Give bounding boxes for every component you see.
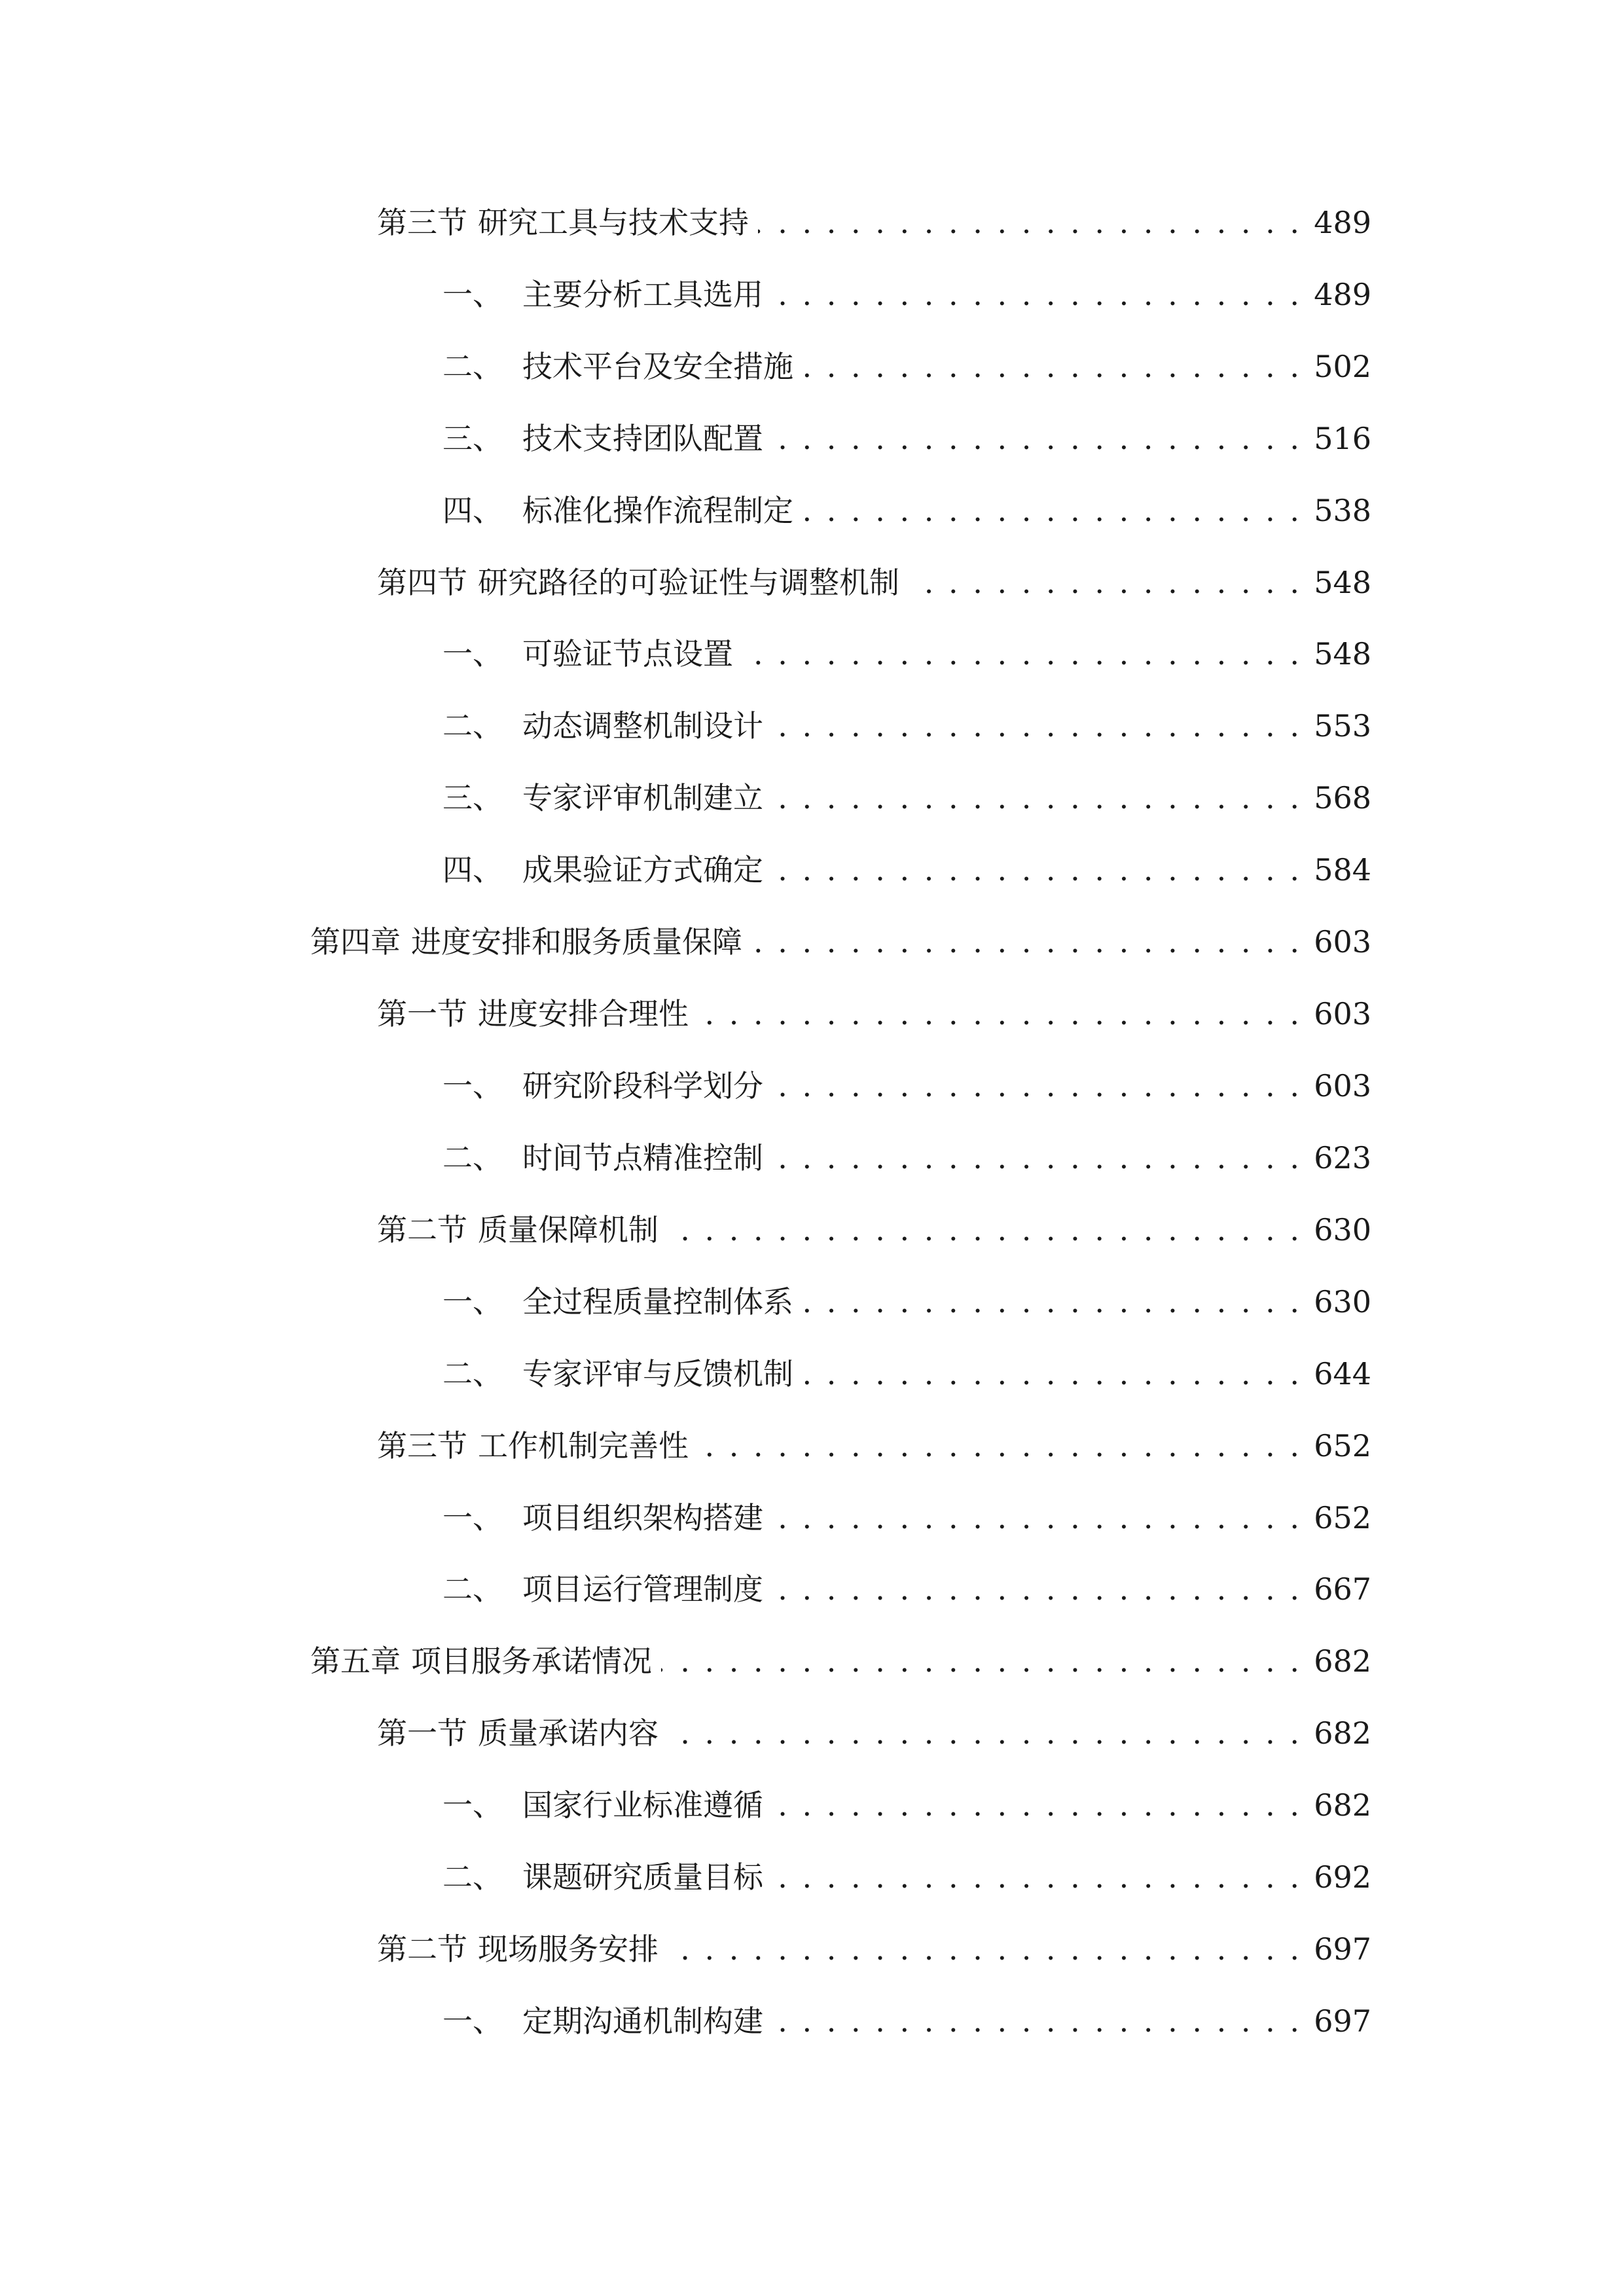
- dot-leader: [698, 994, 1302, 1033]
- toc-entry-label: 第三节: [377, 205, 467, 240]
- toc-entry[interactable]: [442, 1988, 1371, 2041]
- dot-leader: [772, 419, 1302, 458]
- toc-entry-label: 四、: [442, 493, 503, 528]
- toc-entry-label: 二、: [442, 1140, 503, 1175]
- toc-entry[interactable]: [377, 190, 1371, 242]
- dot-leader: [772, 2001, 1302, 2041]
- toc-entry-title: 研究阶段科学划分: [522, 1068, 763, 1103]
- toc-entry-page: 644: [1314, 1356, 1371, 1391]
- toc-entry-label: 第二节: [377, 1212, 467, 1247]
- toc-entry-page: 652: [1314, 1500, 1371, 1535]
- toc-entry-title: 现场服务安排: [478, 1931, 659, 1967]
- toc-entry-label: 一、: [442, 1500, 503, 1535]
- toc-entry[interactable]: [442, 478, 1371, 530]
- toc-entry-page: 502: [1314, 349, 1371, 384]
- toc-entry-label: 二、: [442, 1571, 503, 1607]
- toc-entry-page: 548: [1314, 636, 1371, 672]
- toc-entry-title: 工作机制完善性: [478, 1428, 689, 1463]
- toc-entry-page: 630: [1314, 1284, 1371, 1319]
- toc-entry-title: 全过程质量控制体系: [522, 1284, 793, 1319]
- toc-entry-title: 专家评审机制建立: [522, 780, 763, 816]
- toc-entry[interactable]: [442, 837, 1371, 889]
- toc-entry-label: 三、: [442, 421, 503, 456]
- toc-entry[interactable]: [377, 1700, 1371, 1753]
- toc-entry[interactable]: [442, 1772, 1371, 1825]
- toc-entry-title: 项目组织架构搭建: [522, 1500, 763, 1535]
- toc-entry[interactable]: [377, 981, 1371, 1033]
- dot-leader: [772, 1138, 1302, 1177]
- toc-entry-label: 一、: [442, 1068, 503, 1103]
- dot-leader: [772, 1785, 1302, 1825]
- dot-leader: [803, 1354, 1302, 1393]
- toc-entry-title: 标准化操作流程制定: [522, 493, 793, 528]
- toc-entry-page: 692: [1314, 1859, 1371, 1895]
- toc-entry-label: 三、: [442, 780, 503, 816]
- toc-entry-page: 623: [1314, 1140, 1371, 1175]
- toc-entry[interactable]: [442, 1485, 1371, 1537]
- toc-entry-title: 技术支持团队配置: [522, 421, 763, 456]
- dot-leader: [803, 1282, 1302, 1321]
- dot-leader: [772, 1857, 1302, 1897]
- toc-entry-label: 二、: [442, 708, 503, 744]
- toc-entry-label: 第一节: [377, 996, 467, 1031]
- toc-entry-page: 516: [1314, 421, 1371, 456]
- dot-leader: [698, 1426, 1302, 1465]
- dot-leader: [909, 563, 1302, 602]
- toc-entry-page: 603: [1314, 1068, 1371, 1103]
- toc-entry[interactable]: [310, 1628, 1371, 1681]
- toc-entry-title: 可验证节点设置: [522, 636, 733, 672]
- dot-leader: [668, 1713, 1302, 1753]
- toc-entry-label: 二、: [442, 349, 503, 384]
- toc-entry-page: 568: [1314, 780, 1371, 816]
- toc-entry[interactable]: [442, 334, 1371, 386]
- toc-entry-label: 第四节: [377, 565, 467, 600]
- toc-entry[interactable]: [442, 1269, 1371, 1321]
- toc-entry-label: 一、: [442, 277, 503, 312]
- dot-leader: [742, 634, 1302, 673]
- toc-entry-page: 489: [1314, 205, 1371, 240]
- toc-entry-label: 一、: [442, 1284, 503, 1319]
- toc-entry-page: 682: [1314, 1787, 1371, 1823]
- toc-entry[interactable]: [442, 621, 1371, 673]
- toc-entry-page: 697: [1314, 1931, 1371, 1967]
- toc-entry-title: 动态调整机制设计: [522, 708, 763, 744]
- toc-entry-label: 第一节: [377, 1715, 467, 1751]
- toc-entry-page: 538: [1314, 493, 1371, 528]
- toc-entry[interactable]: [442, 1053, 1371, 1105]
- toc-entry-title: 项目服务承诺情况: [411, 1643, 652, 1679]
- toc-entry-page: 697: [1314, 2003, 1371, 2039]
- toc-entry[interactable]: [442, 765, 1371, 817]
- toc-entry-title: 项目运行管理制度: [522, 1571, 763, 1607]
- toc-entry-page: 682: [1314, 1715, 1371, 1751]
- toc-entry[interactable]: [377, 1916, 1371, 1969]
- toc-entry-page: 603: [1314, 996, 1371, 1031]
- toc-entry-page: 603: [1314, 924, 1371, 960]
- dot-leader: [661, 1641, 1302, 1681]
- toc-entry[interactable]: [377, 1197, 1371, 1249]
- toc-entry-title: 定期沟通机制构建: [522, 2003, 763, 2039]
- toc-entry-label: 第四章: [310, 924, 401, 960]
- toc-entry[interactable]: [442, 1556, 1371, 1609]
- toc-entry-label: 一、: [442, 636, 503, 672]
- toc-entry-title: 主要分析工具选用: [522, 277, 763, 312]
- toc-entry-label: 第五章: [310, 1643, 401, 1679]
- toc-entry-title: 进度安排和服务质量保障: [411, 924, 742, 960]
- dot-leader: [772, 1570, 1302, 1609]
- toc-entry-title: 课题研究质量目标: [522, 1859, 763, 1895]
- toc-entry[interactable]: [377, 1413, 1371, 1465]
- toc-entry[interactable]: [442, 406, 1371, 458]
- toc-entry-title: 技术平台及安全措施: [522, 349, 793, 384]
- dot-leader: [772, 1066, 1302, 1105]
- dot-leader: [772, 1498, 1302, 1537]
- toc-entry[interactable]: [377, 550, 1371, 602]
- toc-entry-page: 489: [1314, 277, 1371, 312]
- dot-leader: [772, 778, 1302, 817]
- toc-entry-page: 584: [1314, 852, 1371, 888]
- dot-leader: [751, 922, 1302, 961]
- toc-entry[interactable]: [442, 262, 1371, 314]
- toc-entry-title: 研究工具与技术支持: [478, 205, 749, 240]
- toc-entry-label: 第三节: [377, 1428, 467, 1463]
- toc-entry[interactable]: [442, 1125, 1371, 1177]
- toc-entry-title: 时间节点精准控制: [522, 1140, 763, 1175]
- dot-leader: [772, 275, 1302, 314]
- toc-entry-label: 四、: [442, 852, 503, 888]
- toc-entry-page: 548: [1314, 565, 1371, 600]
- toc-entry-page: 553: [1314, 708, 1371, 744]
- toc-entry-title: 进度安排合理性: [478, 996, 689, 1031]
- toc-entry-label: 第二节: [377, 1931, 467, 1967]
- dot-leader: [668, 1210, 1302, 1249]
- dot-leader: [758, 203, 1302, 242]
- toc-entry-title: 研究路径的可验证性与调整机制: [478, 565, 899, 600]
- dot-leader: [668, 1929, 1302, 1969]
- dot-leader: [772, 706, 1302, 745]
- toc-entry-label: 一、: [442, 2003, 503, 2039]
- toc-entry-page: 667: [1314, 1571, 1371, 1607]
- toc-entry-page: 652: [1314, 1428, 1371, 1463]
- toc-entry-title: 质量承诺内容: [478, 1715, 659, 1751]
- dot-leader: [803, 491, 1302, 530]
- toc-entry-label: 二、: [442, 1859, 503, 1895]
- dot-leader: [803, 347, 1302, 386]
- toc-entry-page: 630: [1314, 1212, 1371, 1247]
- toc-entry[interactable]: [442, 693, 1371, 745]
- toc-entry-title: 质量保障机制: [478, 1212, 659, 1247]
- toc-entry[interactable]: [310, 909, 1371, 961]
- toc-entry[interactable]: [442, 1341, 1371, 1393]
- toc-entry-title: 成果验证方式确定: [522, 852, 763, 888]
- toc-entry-page: 682: [1314, 1643, 1371, 1679]
- toc-entry-label: 一、: [442, 1787, 503, 1823]
- toc-entry[interactable]: [442, 1844, 1371, 1897]
- toc-entry-title: 国家行业标准遵循: [522, 1787, 763, 1823]
- dot-leader: [772, 850, 1302, 889]
- toc-entry-title: 专家评审与反馈机制: [522, 1356, 793, 1391]
- toc-entry-label: 二、: [442, 1356, 503, 1391]
